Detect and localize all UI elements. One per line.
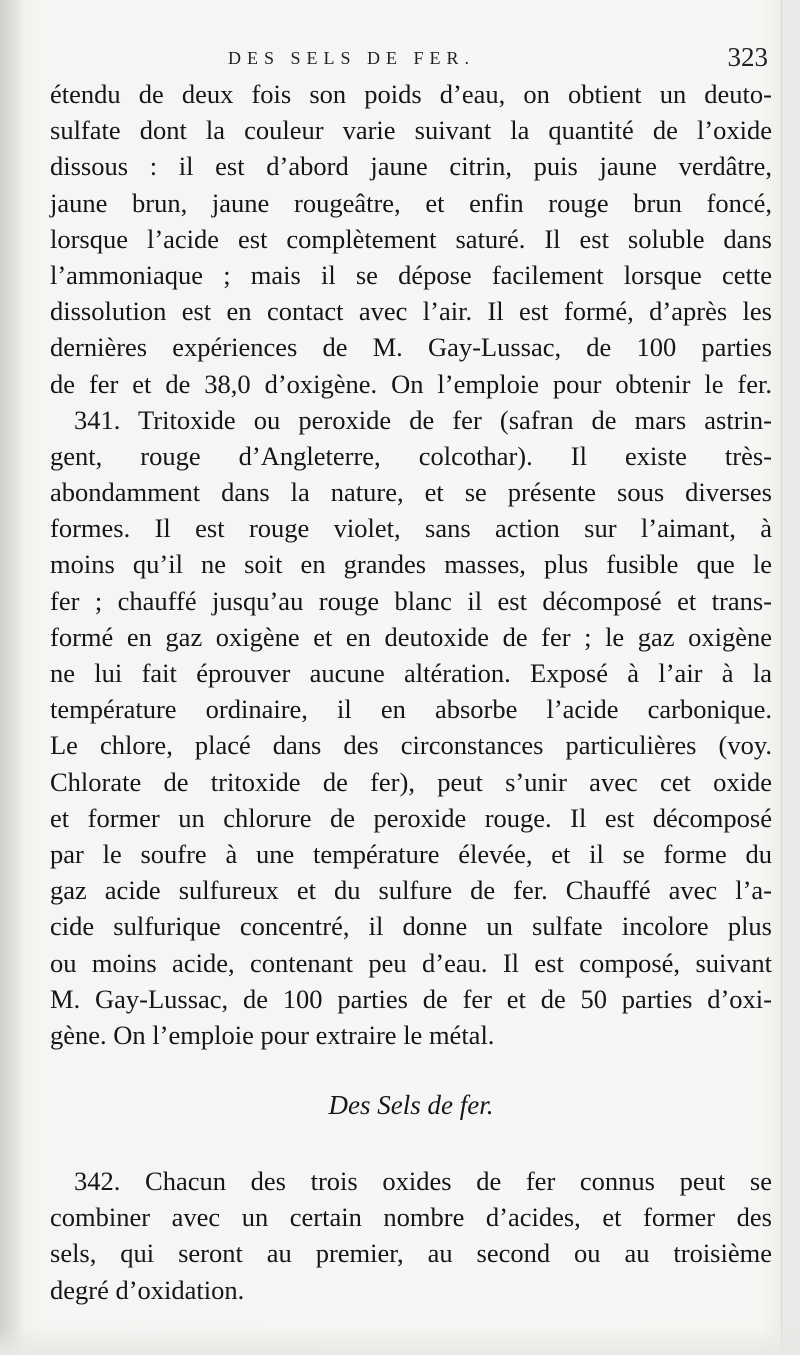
text-line: 341. Tritoxide ou peroxide de fer (safran de mars astrin- — [74, 404, 772, 435]
main-text — [50, 76, 772, 1308]
text-line: dernières expériences de M. Gay-Lussac, de 100 parties — [50, 332, 772, 363]
paragraph-342 — [50, 1163, 772, 1308]
text-line: dissolution est en contact avec l’air. Il est formé, d’après les — [50, 296, 772, 327]
text-line: gent, rouge d’Angleterre, colcothar). Il existe très- — [50, 440, 772, 471]
text-line: fer ; chauffé jusqu’au rouge blanc il est décomposé et trans- — [50, 585, 772, 616]
text-line: sels, qui seront au premier, au second ou au troisième — [50, 1238, 772, 1269]
paragraph-continued — [50, 76, 772, 402]
text-line: dissous : il est d’abord jaune citrin, puis jaune verdâtre, — [50, 151, 772, 182]
page-edge — [781, 0, 800, 1355]
text-line: cide sulfurique concentré, il donne un sulfate incolore plus — [50, 911, 772, 942]
text-line: par le soufre à une température élevée, et il se forme du — [50, 838, 772, 869]
text-line: combiner avec un certain nombre d’acides, et former des — [50, 1202, 772, 1233]
text-line: sulfate dont la couleur varie suivant la quantité de l’oxide — [50, 115, 772, 146]
text-line: gène. On l’emploie pour extraire le métal. — [50, 1019, 495, 1050]
running-head: DES SELS DE FER. — [228, 48, 476, 68]
page-header — [228, 42, 768, 76]
gutter-shadow — [0, 0, 24, 1355]
page-number: 323 — [727, 42, 768, 72]
text-line: ne lui fait éprouver aucune altération. Exposé à l’air à la — [50, 658, 772, 688]
text-line: 342. Chacun des trois oxides de fer connus peut se — [74, 1166, 772, 1197]
section-title: Des Sels de fer. — [328, 1090, 494, 1121]
text-line: moins qu’il ne soit en grandes masses, plus fusible que le — [50, 549, 772, 580]
text-line: formé en gaz oxigène et en deutoxide de fer ; le gaz oxigène — [50, 621, 772, 652]
text-line: et former un chlorure de peroxide rouge. Il est décomposé — [50, 802, 772, 833]
text-line: Chlorate de tritoxide de fer), peut s’unir avec cet oxide — [50, 766, 772, 797]
text-line: degré d’oxidation. — [50, 1274, 245, 1305]
text-line: jaune brun, jaune rougeâtre, et enfin rouge brun foncé, — [50, 187, 772, 218]
text-line: de fer et de 38,0 d’oxigène. On l’emploie pour obtenir le fer. — [50, 368, 772, 399]
text-line: température ordinaire, il en absorbe l’acide carbonique. — [50, 694, 772, 725]
text-line: formes. Il est rouge violet, sans action sur l’aimant, à — [50, 513, 772, 544]
text-line: gaz acide sulfureux et du sulfure de fer. Chauffé avec l’a- — [50, 875, 772, 906]
paragraph-341 — [50, 402, 772, 1053]
text-line: étendu de deux fois son poids d’eau, on obtient un deuto- — [50, 79, 772, 109]
text-line: lorsque l’acide est complètement saturé. Il est soluble dans — [50, 223, 772, 254]
text-line: l’ammoniaque ; mais il se dépose facilement lorsque cette — [50, 259, 772, 290]
bottom-margin — [0, 1325, 800, 1355]
text-line: ou moins acide, contenant peu d’eau. Il est composé, suivant — [50, 947, 772, 978]
text-line: Le chlore, placé dans des circonstances particulières (voy. — [50, 730, 772, 761]
text-line: M. Gay-Lussac, de 100 parties de fer et de 50 parties d’oxi- — [50, 983, 772, 1014]
text-line: abondamment dans la nature, et se présente sous diverses — [50, 477, 772, 508]
